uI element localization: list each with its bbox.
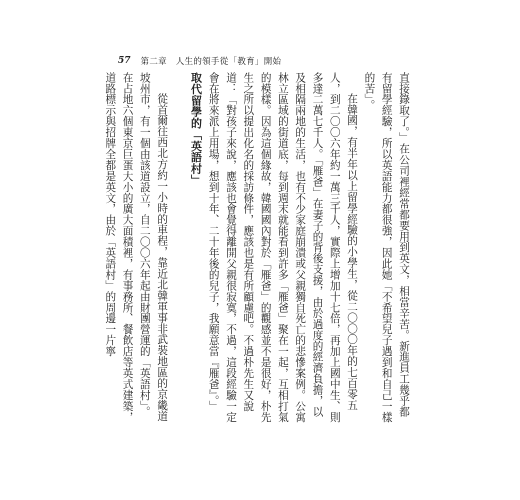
running-head: 第二章 人生的領手從「教育」開始 [140,57,282,67]
paragraph-2: 在韓國，有半年以上留學經驗的小學生，從二〇〇〇年的七百零五人，到二〇〇六年約一萬三千人，實際上增加十七倍，再加上國中生、則多達二萬七千人。「雁爸」在妻子的背後支援，由於過度的經濟負擔，以及相隔兩地的生活，也有不少家庭崩潰或父親獨自死亡的悲慘案例。公寓林立區域的街道底，每到週末就能看到許多「雁爸」聚在一起，互相打氣的模樣。因為這個緣故，韓國國內對於「雁爸」的觀感並不是很好，朴先生之所以提出化名的採訪條件，應該也是有所顧慮吧。不過朴先生又說道：「對孩子來說，應該也會覺得離開父親很寂寞，不過，這段經驗一定會在將來派上用場，想到十年、二十年後的兒子，我願意當『雁爸』。」 [207,72,359,423]
paragraph-1: 直接錄取了。」在公司裡經常都要用到英文，相當辛苦。新進員工幾乎都有留學經驗，所以英語能力都很強，因此她「不希望兒子遇到和自己一樣的苦」。 [363,72,410,423]
section-title: 取代留學的「英語村」 [189,72,203,186]
page-number: 57 [118,56,131,66]
vertical-body-text [104,72,412,424]
page-header [118,53,281,69]
paragraph-3: 從首爾往西北方約一小時的車程，靠近北韓軍事非武裝地區的京畿道坡州市，有一個由該道設立，自二〇〇六年起由財團營運的「英語村」。在占地六個東京巨蛋大小的廣大面積裡，有事務所、餐飲店等英式建築，道路標示與招牌全都是英文，由於「英語村」的周邊一片寧 [104,72,169,423]
